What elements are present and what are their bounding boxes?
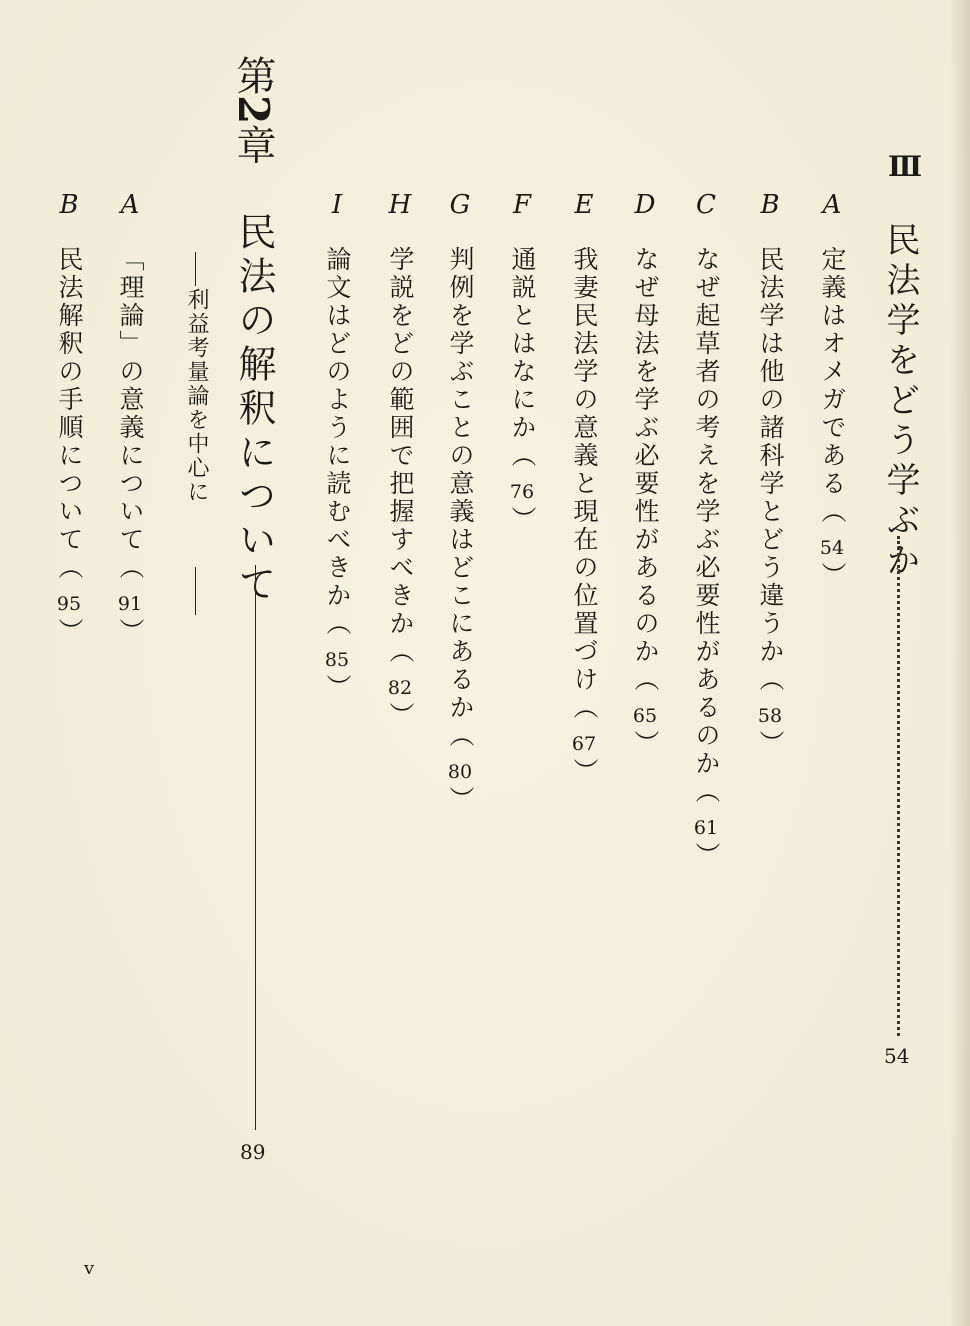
entry-page: 67 [571, 733, 597, 755]
chapter-number: 2 [229, 95, 278, 125]
entry-page: 76 [509, 481, 535, 503]
page-gutter-shadow [950, 0, 970, 1326]
subtitle-dash-bottom [195, 567, 196, 615]
entry-text: 定義はオメガである（54） [818, 246, 847, 590]
entry-page: 85 [324, 649, 350, 671]
entry-letter: B [59, 190, 79, 220]
chapter-subtitle: 利益考量論を中心に [184, 288, 209, 504]
page-folio: v [84, 1258, 95, 1279]
entry-text: 民法学は他の諸科学とどう違うか（58） [756, 246, 785, 758]
entry-page: 80 [447, 761, 473, 783]
entry-letter: H [388, 190, 412, 220]
entry-text: 我妻民法学の意義と現在の位置づけ（67） [570, 246, 599, 786]
entry-letter: I [331, 190, 343, 220]
entry-text: なぜ起草者の考えを学ぶ必要性があるのか（61） [692, 246, 721, 870]
section-page-number: 54 [884, 1044, 910, 1068]
entry-letter: A [120, 190, 140, 220]
entry-page: 91 [117, 593, 143, 615]
entry-page: 95 [56, 593, 82, 615]
section-number: Ⅲ [888, 150, 920, 183]
entry-text: 「理論」の意義について（91） [116, 246, 145, 646]
entry-letter: C [696, 190, 716, 220]
chapter-leader-line [255, 565, 256, 1130]
entry-page: 61 [693, 817, 719, 839]
entry-letter: A [822, 190, 842, 220]
entry-text: 判例を学ぶことの意義はどこにあるか（80） [446, 246, 475, 814]
entry-page: 58 [757, 705, 783, 727]
entry-text: 論文はどのように読むべきか（85） [323, 246, 352, 702]
entry-page: 54 [819, 537, 845, 559]
entry-text: 通説とはなにか（76） [508, 246, 537, 534]
section-leader-dots [897, 536, 904, 1036]
chapter-label: 第2章 [229, 55, 278, 165]
entry-text: 学説をどの範囲で把握すべきか（82） [386, 246, 415, 730]
entry-letter: D [634, 190, 656, 220]
entry-letter: G [449, 190, 471, 220]
entry-text: 民法解釈の手順について（95） [55, 246, 84, 646]
entry-letter: B [760, 190, 780, 220]
entry-page: 82 [387, 677, 413, 699]
chapter-title: 民法の解釈について [232, 212, 276, 608]
chapter-page-number: 89 [240, 1140, 266, 1164]
entry-text: なぜ母法を学ぶ必要性があるのか（65） [631, 246, 660, 758]
section-title: 民法学をどう学ぶか [880, 222, 920, 582]
entry-letter: F [512, 190, 532, 220]
subtitle-dash-top [195, 252, 196, 286]
entry-letter: E [574, 190, 594, 220]
entry-page: 65 [632, 705, 658, 727]
